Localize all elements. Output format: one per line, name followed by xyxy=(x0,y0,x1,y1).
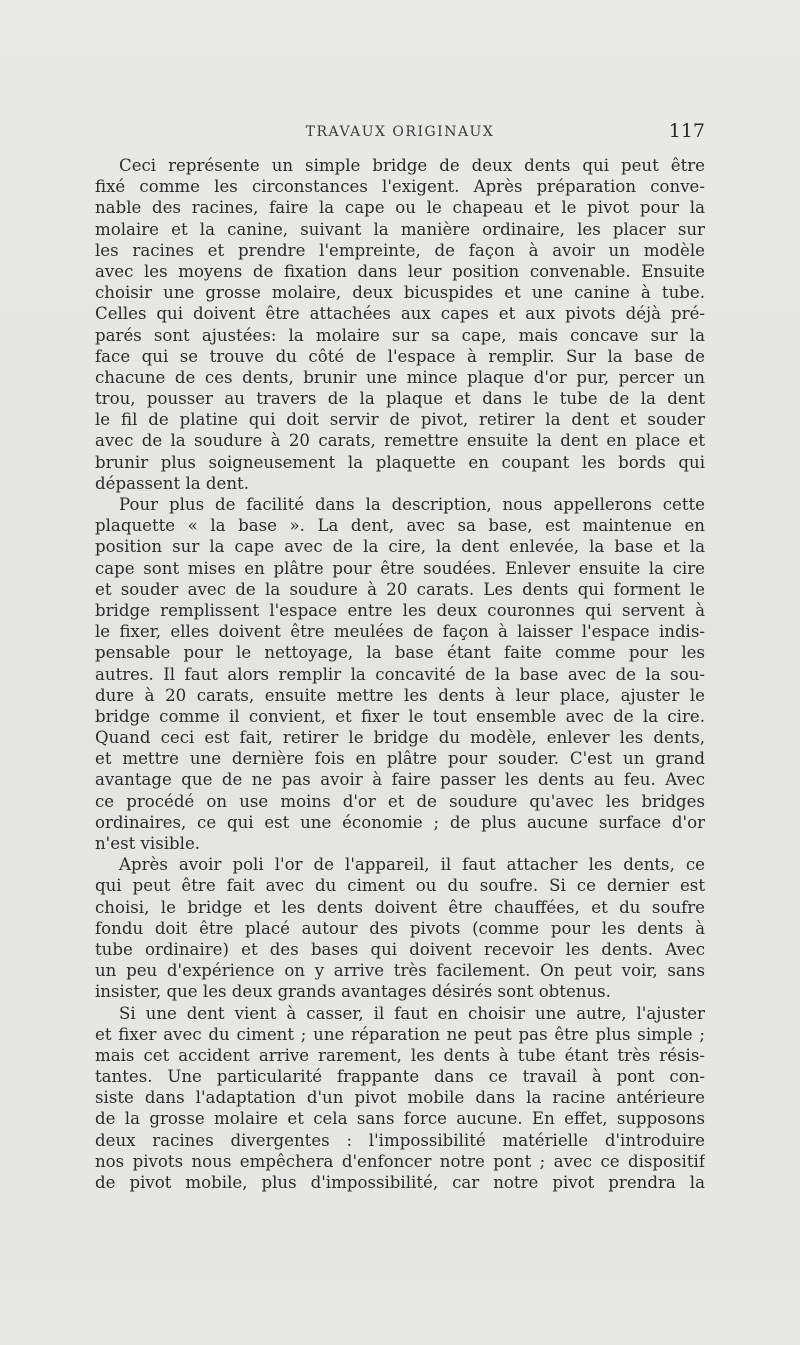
text-line: position sur la cape avec de la cire, la dent enlevée, la base et la xyxy=(95,537,705,557)
text-line: ce procédé on use moins d'or et de soudure qu'avec les bridges xyxy=(95,791,705,811)
page-header xyxy=(95,120,705,148)
text-line: avec les moyens de fixation dans leur position convenable. Ensuite xyxy=(95,261,705,281)
text-line: fixé comme les circonstances l'exigent. Après préparation conve- xyxy=(95,177,705,197)
text-line: tantes. Une particularité frappante dans ce travail à pont con- xyxy=(95,1067,705,1087)
text-line: Si une dent vient à casser, il faut en choisir une autre, l'ajuster xyxy=(119,1003,705,1023)
text-line: trou, pousser au travers de la plaque et dans le tube de la dent xyxy=(95,389,705,409)
text-line: nos pivots nous empêchera d'enfoncer notre pont ; avec ce dispositif xyxy=(95,1151,705,1171)
text-line: choisi, le bridge et les dents doivent être chauffées, et du soufre xyxy=(95,897,705,917)
running-title: TRAVAUX ORIGINAUX xyxy=(305,124,495,140)
text-line: choisir une grosse molaire, deux bicuspides et une canine à tube. xyxy=(95,283,705,303)
text-line: Pour plus de facilité dans la description, nous appellerons cette xyxy=(119,495,705,514)
text-line: Ceci représente un simple bridge de deux dents qui peut être xyxy=(119,156,705,175)
text-line: le fixer, elles doivent être meulées de façon à laisser l'espace indis- xyxy=(95,622,705,642)
text-line: Après avoir poli l'or de l'appareil, il faut attacher les dents, ce xyxy=(119,855,705,875)
text-line: Celles qui doivent être attachées aux capes et aux pivots déjà pré- xyxy=(95,304,705,324)
text-line: bridge remplissent l'espace entre les deux couronnes qui servent à xyxy=(95,600,705,620)
text-line: ordinaires, ce qui est une économie ; de plus aucune surface d'or xyxy=(95,812,705,832)
text-line: cape sont mises en plâtre pour être soudées. Enlever ensuite la cire xyxy=(95,558,705,578)
text-line: pensable pour le nettoyage, la base étant faite comme pour les xyxy=(95,643,705,663)
page-number: 117 xyxy=(668,120,705,142)
text-line: de pivot mobile, plus d'impossibilité, car notre pivot prendra la xyxy=(95,1173,705,1192)
text-line: les racines et prendre l'empreinte, de façon à avoir un modèle xyxy=(95,240,705,260)
text-line: face qui se trouve du côté de l'espace à remplir. Sur la base de xyxy=(95,346,705,366)
text-line: dure à 20 carats, ensuite mettre les dents à leur place, ajuster le xyxy=(95,685,705,705)
text-line: et souder avec de la soudure à 20 carats. Les dents qui forment le xyxy=(95,579,705,599)
text-line: le fil de platine qui doit servir de pivot, retirer la dent et souder xyxy=(95,410,705,430)
text-line: qui peut être fait avec du ciment ou du soufre. Si ce dernier est xyxy=(95,876,705,896)
text-line: tube ordinaire) et des bases qui doivent recevoir les dents. Avec xyxy=(95,939,705,959)
text-line: plaquette « la base ». La dent, avec sa base, est maintenue en xyxy=(95,516,705,536)
text-line: un peu d'expérience on y arrive très facilement. On peut voir, sans xyxy=(95,961,705,981)
text-line: brunir plus soigneusement la plaquette en coupant les bords qui xyxy=(95,452,705,472)
text-line: molaire et la canine, suivant la manière ordinaire, les placer sur xyxy=(95,219,705,239)
text-line: bridge comme il convient, et fixer le tout ensemble avec de la cire. xyxy=(95,706,705,726)
text-line: insister, que les deux grands avantages désirés sont obtenus. xyxy=(95,982,611,1002)
text-line: et fixer avec du ciment ; une réparation ne peut pas être plus simple ; xyxy=(95,1024,705,1044)
text-line: nable des racines, faire la cape ou le chapeau et le pivot pour la xyxy=(95,198,705,218)
text-line: parés sont ajustées: la molaire sur sa cape, mais concave sur la xyxy=(95,325,705,345)
text-line: chacune de ces dents, brunir une mince plaque d'or pur, percer un xyxy=(95,367,705,387)
text-line: et mettre une dernière fois en plâtre pour souder. C'est un grand xyxy=(95,749,705,769)
text-line: siste dans l'adaptation d'un pivot mobile dans la racine antérieure xyxy=(95,1088,705,1108)
text-line: mais cet accident arrive rarement, les dents à tube étant très résis- xyxy=(95,1045,705,1065)
text-line: fondu doit être placé autour des pivots (comme pour les dents à xyxy=(95,918,705,938)
text-line: n'est visible. xyxy=(95,834,201,853)
text-line: dépassent la dent. xyxy=(95,473,249,493)
text-line: autres. Il faut alors remplir la concavité de la base avec de la sou- xyxy=(95,664,705,684)
text-line: avantage que de ne pas avoir à faire passer les dents au feu. Avec xyxy=(95,770,705,790)
body-text xyxy=(95,155,705,1193)
text-line: Quand ceci est fait, retirer le bridge du modèle, enlever les dents, xyxy=(95,728,705,748)
text-line: de la grosse molaire et cela sans force aucune. En effet, supposons xyxy=(95,1109,705,1129)
text-line: avec de la soudure à 20 carats, remettre ensuite la dent en place et xyxy=(95,431,705,451)
text-line: deux racines divergentes : l'impossibilité matérielle d'introduire xyxy=(95,1130,705,1150)
